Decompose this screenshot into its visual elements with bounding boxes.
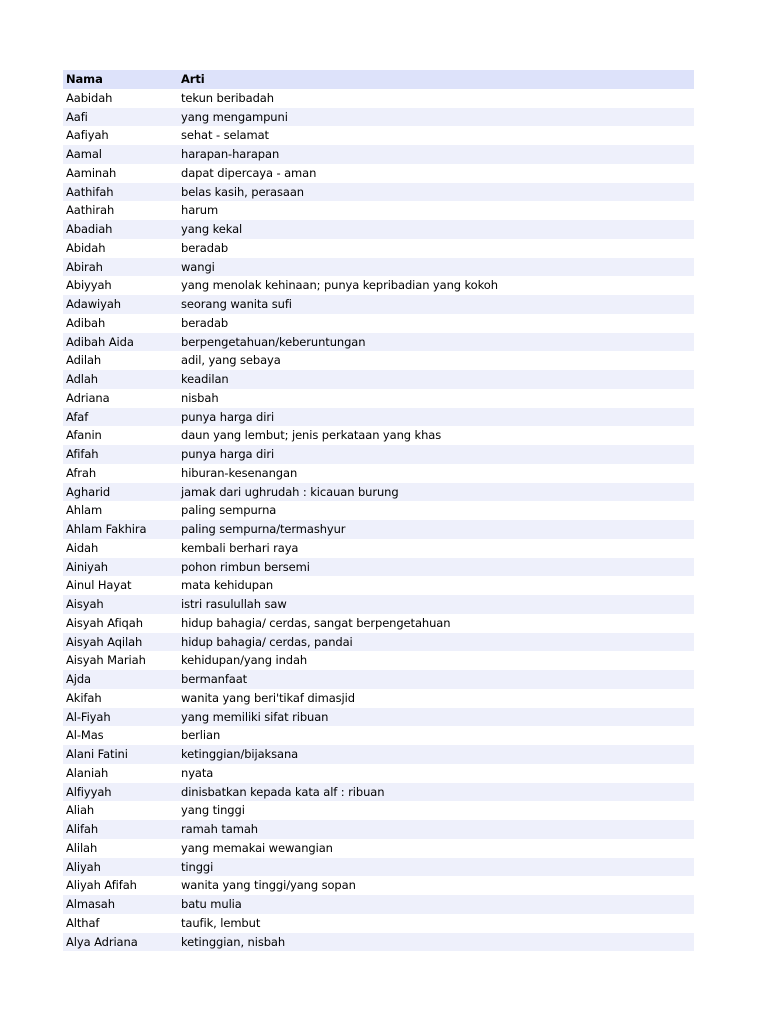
name-cell: Adawiyah bbox=[66, 297, 121, 311]
meaning-cell: punya harga diri bbox=[181, 447, 275, 461]
table-row bbox=[63, 89, 694, 108]
name-cell: Alilah bbox=[66, 840, 98, 855]
name-cell: Ajda bbox=[66, 672, 92, 686]
table-row bbox=[63, 351, 694, 370]
table-row bbox=[63, 295, 694, 314]
table-row bbox=[63, 126, 694, 145]
table-body bbox=[63, 89, 694, 952]
name-cell: Akifah bbox=[66, 690, 102, 705]
table-row bbox=[63, 145, 694, 164]
meaning-cell: yang kekal bbox=[181, 222, 243, 236]
meaning-cell: dinisbatkan kepada kata alf : ribuan bbox=[181, 784, 385, 799]
table-row bbox=[63, 464, 694, 483]
table-row bbox=[63, 726, 694, 745]
meaning-cell: berlian bbox=[181, 728, 221, 743]
meaning-cell: daun yang lembut; jenis perkataan yang khas bbox=[181, 428, 442, 443]
table-row bbox=[63, 370, 694, 389]
table-row bbox=[63, 201, 694, 220]
name-cell: Aliyah bbox=[66, 859, 101, 874]
meaning-cell: hidup bahagia/ cerdas, sangat berpengetahuan bbox=[181, 615, 451, 630]
meaning-cell: bermanfaat bbox=[181, 672, 248, 686]
table-row bbox=[63, 445, 694, 464]
name-cell: Adibah Aida bbox=[66, 334, 134, 349]
name-cell: Aisyah Afiqah bbox=[66, 615, 143, 630]
meaning-cell: hidup bahagia/ cerdas, pandai bbox=[181, 634, 353, 649]
name-cell: Aisyah Aqilah bbox=[66, 634, 143, 649]
name-cell: Agharid bbox=[66, 484, 111, 499]
table-row bbox=[63, 689, 694, 708]
table-row bbox=[63, 501, 694, 520]
name-cell: Afanin bbox=[66, 428, 102, 443]
name-cell: Alaniah bbox=[66, 765, 109, 780]
meaning-cell: adil, yang sebaya bbox=[181, 353, 281, 368]
name-cell: Abadiah bbox=[66, 222, 113, 236]
table-row bbox=[63, 258, 694, 277]
meaning-cell: wanita yang tinggi/yang sopan bbox=[181, 878, 356, 893]
name-cell: Ahlam bbox=[66, 503, 103, 518]
name-cell: Alifah bbox=[66, 822, 99, 836]
table-row bbox=[63, 595, 694, 614]
meaning-cell: ketinggian/bijaksana bbox=[181, 747, 299, 761]
name-cell: Aafi bbox=[66, 109, 88, 124]
meaning-cell: harapan-harapan bbox=[181, 147, 280, 161]
table-row bbox=[63, 839, 694, 858]
table-row bbox=[63, 895, 694, 914]
name-meaning-table bbox=[63, 70, 694, 951]
table-row bbox=[63, 520, 694, 539]
meaning-cell: jamak dari ughrudah : kicauan burung bbox=[181, 484, 399, 499]
name-cell: Afrah bbox=[66, 465, 97, 480]
name-cell: Ahlam Fakhira bbox=[66, 522, 147, 536]
name-cell: Abidah bbox=[66, 240, 106, 255]
table-row bbox=[63, 858, 694, 877]
name-cell: Alani Fatini bbox=[66, 747, 128, 761]
name-cell: Abirah bbox=[66, 259, 103, 274]
meaning-cell: yang memakai wewangian bbox=[181, 840, 333, 855]
table-row bbox=[63, 333, 694, 352]
meaning-cell: kehidupan/yang indah bbox=[181, 653, 308, 668]
meaning-cell: kembali berhari raya bbox=[181, 540, 299, 555]
table-row bbox=[63, 633, 694, 652]
meaning-cell: taufik, lembut bbox=[181, 915, 261, 930]
name-cell: Adlah bbox=[66, 372, 98, 386]
name-cell: Adilah bbox=[66, 353, 102, 368]
name-cell: Aliah bbox=[66, 803, 95, 818]
table-row bbox=[63, 708, 694, 727]
name-cell: Alfiyyah bbox=[66, 784, 112, 799]
table-row bbox=[63, 576, 694, 595]
meaning-cell: sehat - selamat bbox=[181, 128, 269, 143]
table-row bbox=[63, 745, 694, 764]
meaning-cell: yang memiliki sifat ribuan bbox=[181, 709, 329, 724]
table-row bbox=[63, 914, 694, 933]
name-cell: Ainiyah bbox=[66, 559, 108, 574]
meaning-cell: pohon rimbun bersemi bbox=[181, 559, 310, 574]
meaning-cell: istri rasulullah saw bbox=[181, 597, 287, 611]
name-cell: Aisyah bbox=[66, 597, 104, 611]
table-row bbox=[63, 670, 694, 689]
meaning-cell: beradab bbox=[181, 240, 229, 255]
name-cell: Ainul Hayat bbox=[66, 578, 132, 593]
meaning-cell: harum bbox=[181, 203, 219, 218]
meaning-cell: hiburan-kesenangan bbox=[181, 465, 298, 480]
name-cell: Abiyyah bbox=[66, 278, 112, 293]
name-cell: Althaf bbox=[66, 915, 100, 930]
table-row bbox=[63, 820, 694, 839]
name-cell: Alya Adriana bbox=[66, 934, 138, 949]
table-row bbox=[63, 651, 694, 670]
meaning-cell: tekun beribadah bbox=[181, 90, 274, 105]
table-row bbox=[63, 183, 694, 202]
meaning-cell: seorang wanita sufi bbox=[181, 297, 292, 311]
table-row bbox=[63, 933, 694, 952]
table-row bbox=[63, 539, 694, 558]
table-header-row bbox=[63, 70, 694, 89]
name-cell: Afaf bbox=[66, 409, 89, 424]
name-cell: Adriana bbox=[66, 390, 110, 405]
meaning-cell: berpengetahuan/keberuntungan bbox=[181, 334, 366, 349]
column-header-nama: Nama bbox=[66, 72, 103, 86]
name-cell: Almasah bbox=[66, 897, 115, 911]
table-row bbox=[63, 483, 694, 502]
table-row bbox=[63, 314, 694, 333]
table-row bbox=[63, 239, 694, 258]
name-cell: Aamal bbox=[66, 147, 102, 161]
table-row bbox=[63, 389, 694, 408]
name-cell: Afifah bbox=[66, 447, 99, 461]
meaning-cell: beradab bbox=[181, 315, 229, 330]
meaning-cell: punya harga diri bbox=[181, 409, 275, 424]
meaning-cell: mata kehidupan bbox=[181, 578, 274, 593]
meaning-cell: paling sempurna bbox=[181, 503, 277, 518]
table-row bbox=[63, 801, 694, 820]
meaning-cell: yang menolak kehinaan; punya kepribadian yang kokoh bbox=[181, 278, 498, 293]
table-row bbox=[63, 220, 694, 239]
name-cell: Aathirah bbox=[66, 203, 115, 218]
meaning-cell: belas kasih, perasaan bbox=[181, 184, 304, 199]
column-header-arti: Arti bbox=[181, 72, 205, 86]
table-row bbox=[63, 614, 694, 633]
table-row bbox=[63, 408, 694, 427]
meaning-cell: batu mulia bbox=[181, 897, 242, 911]
name-cell: Al-Fiyah bbox=[66, 709, 111, 724]
table-row bbox=[63, 108, 694, 127]
meaning-cell: wanita yang beri'tikaf dimasjid bbox=[181, 690, 355, 705]
name-cell: Al-Mas bbox=[66, 728, 104, 743]
meaning-cell: tinggi bbox=[181, 859, 214, 874]
name-cell: Aidah bbox=[66, 540, 99, 555]
meaning-cell: paling sempurna/termashyur bbox=[181, 522, 346, 536]
name-cell: Aathifah bbox=[66, 184, 114, 199]
name-cell: Aisyah Mariah bbox=[66, 653, 146, 668]
meaning-cell: wangi bbox=[181, 259, 215, 274]
meaning-cell: yang tinggi bbox=[181, 803, 245, 818]
meaning-cell: keadilan bbox=[181, 372, 229, 386]
meaning-cell: nyata bbox=[181, 765, 214, 780]
name-cell: Aabidah bbox=[66, 90, 113, 105]
meaning-cell: nisbah bbox=[181, 390, 219, 405]
name-cell: Aaminah bbox=[66, 165, 117, 180]
name-cell: Adibah bbox=[66, 315, 106, 330]
name-cell: Aafiyah bbox=[66, 128, 109, 143]
meaning-cell: ketinggian, nisbah bbox=[181, 934, 286, 949]
table-row bbox=[63, 783, 694, 802]
table-row bbox=[63, 764, 694, 783]
table-row bbox=[63, 558, 694, 577]
meaning-cell: ramah tamah bbox=[181, 822, 258, 836]
name-cell: Aliyah Afifah bbox=[66, 878, 137, 893]
table-row bbox=[63, 426, 694, 445]
table-row bbox=[63, 164, 694, 183]
table-row bbox=[63, 276, 694, 295]
meaning-cell: yang mengampuni bbox=[181, 109, 288, 124]
meaning-cell: dapat dipercaya - aman bbox=[181, 165, 317, 180]
table-row bbox=[63, 876, 694, 895]
